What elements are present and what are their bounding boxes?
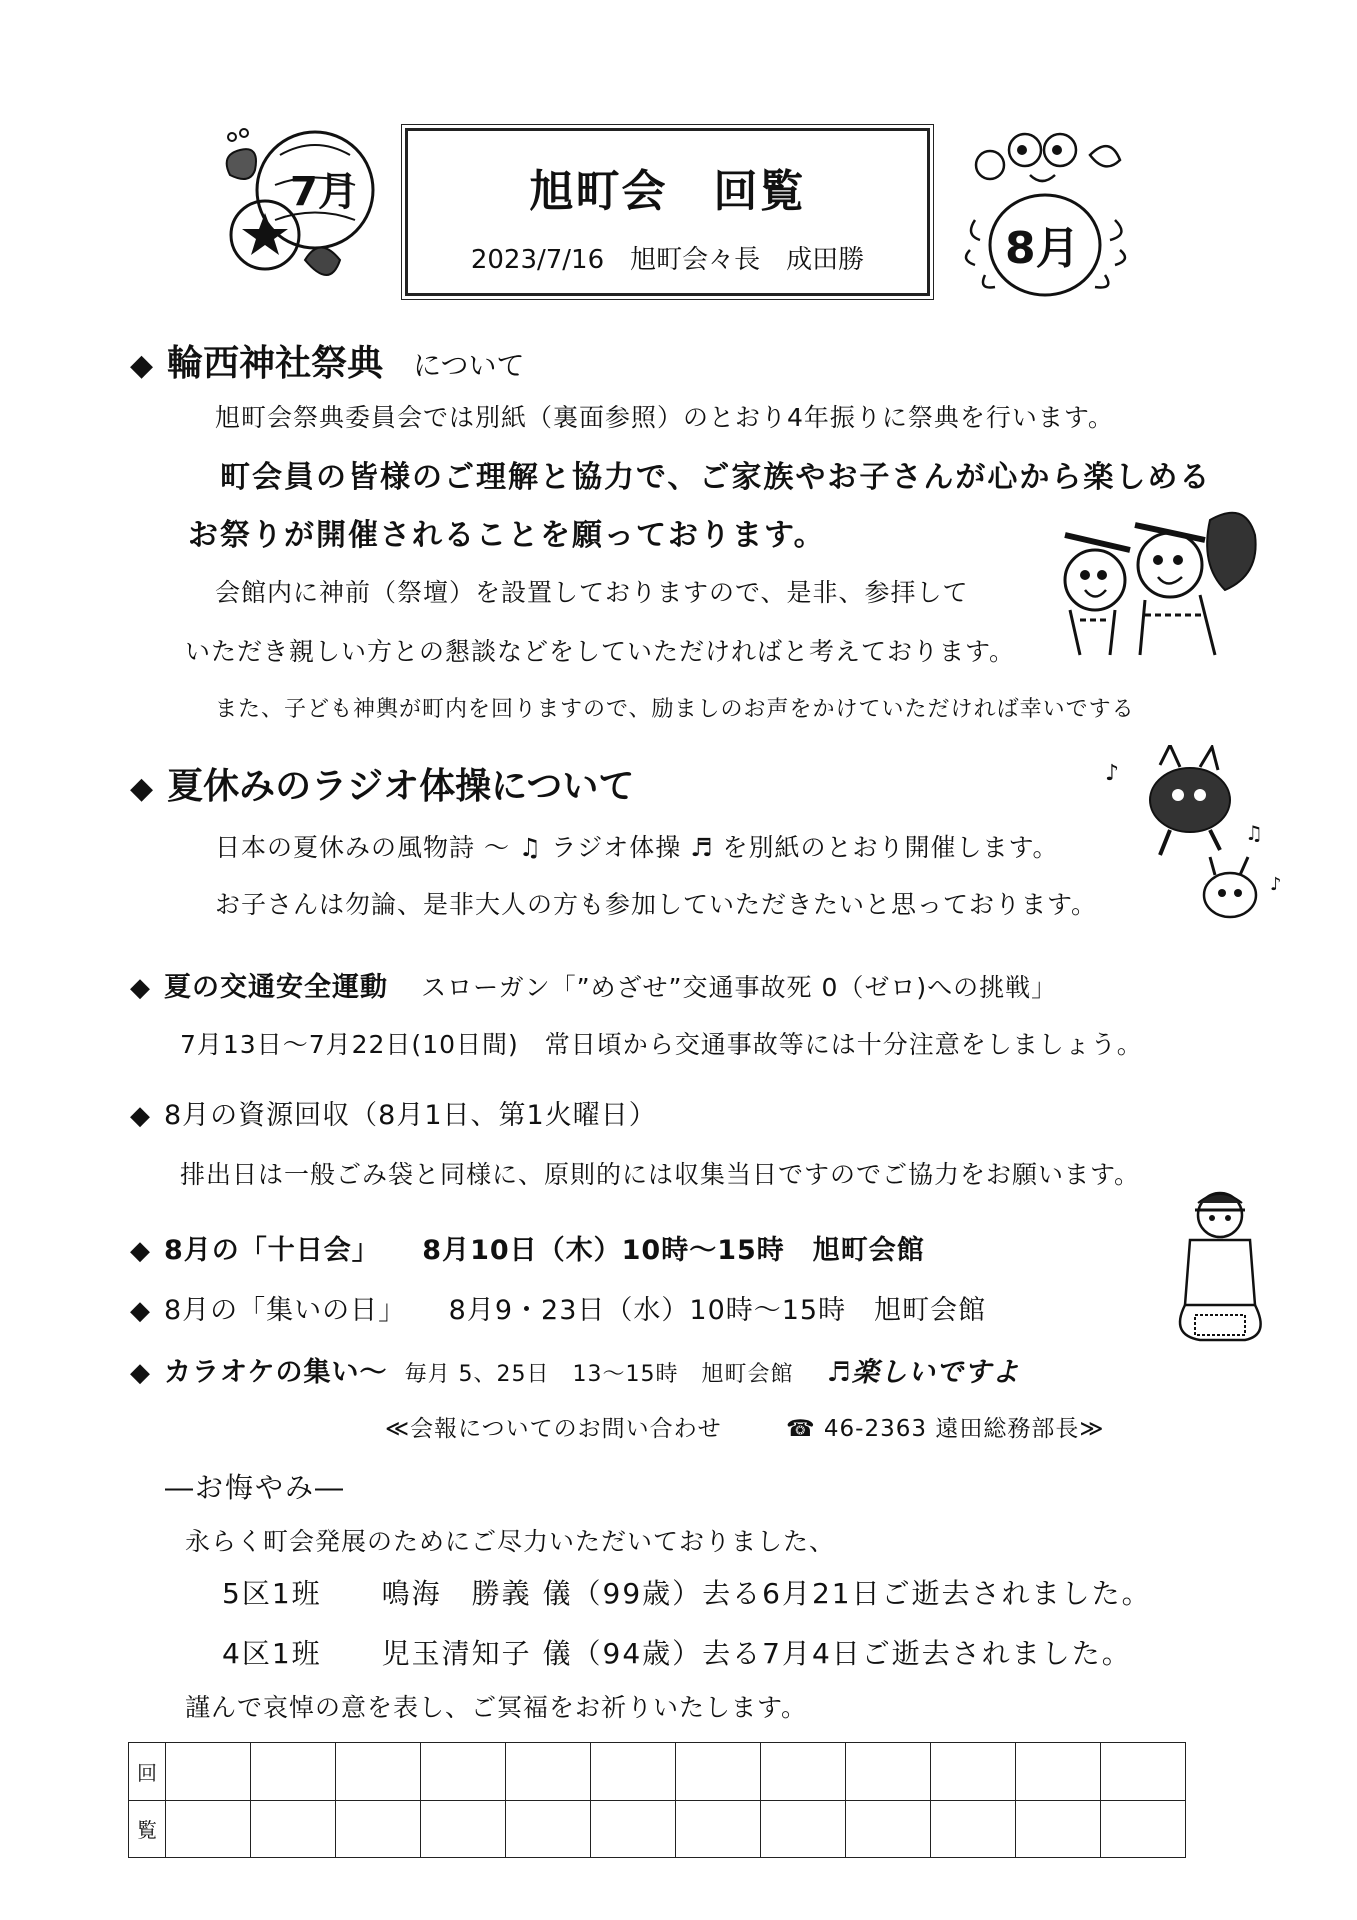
stamp-cell[interactable] bbox=[1101, 1800, 1186, 1858]
diamond-bullet-icon: ◆ bbox=[130, 1358, 150, 1388]
festival-line-6: また、子ども神輿が町内を回りますので、励ましのお声をかけていただければ幸いでする bbox=[215, 697, 1135, 722]
stamp-cell[interactable] bbox=[591, 1800, 676, 1858]
stamp-cell[interactable] bbox=[251, 1743, 336, 1801]
table-row bbox=[129, 1743, 1186, 1801]
music-note-icon: ♪ bbox=[1105, 761, 1120, 786]
condolences-intro: 永らく町会発展のためにご尽力いただいておりました、 bbox=[185, 1527, 836, 1556]
contact-line: ≪会報についてのお問い合わせ ☎ 46-2363 遠田総務部長≫ bbox=[385, 1416, 1105, 1442]
festival-line-5: いただき親しい方との懇談などをしていただければと考えております。 bbox=[185, 637, 1016, 666]
stamp-cell[interactable] bbox=[761, 1800, 846, 1858]
recycle-heading: ◆ 8月の資源回収（8月1日、第1火曜日） bbox=[130, 1100, 657, 1131]
title-box bbox=[405, 128, 930, 296]
table-row bbox=[129, 1800, 1186, 1858]
stamp-cell[interactable] bbox=[676, 1800, 761, 1858]
event-row: ◆ 8月の「十日会」 8月10日（木）10時～15時 旭町会館 bbox=[130, 1235, 925, 1266]
festival-heading: ◆ 輪西神社祭典 について bbox=[130, 343, 525, 384]
recycle-line-1: 排出日は一般ごみ袋と同様に、原則的には収集当日ですのでご協力をお願います。 bbox=[180, 1160, 1141, 1189]
festival-line-1: 旭町会祭典委員会では別紙（裏面参照）のとおり4年振りに祭典を行います。 bbox=[215, 403, 1114, 432]
star-icon bbox=[242, 213, 288, 255]
stamp-cell[interactable] bbox=[336, 1800, 421, 1858]
radio-line-2: お子さんは勿論、是非大人の方も参加していただきたいと思っております。 bbox=[215, 890, 1098, 919]
phone-icon: ☎ bbox=[785, 1416, 816, 1442]
page-title: 旭町会 回覧 bbox=[529, 166, 806, 217]
stamp-cell[interactable] bbox=[931, 1800, 1016, 1858]
circulation-label-bottom: 覧 bbox=[129, 1800, 166, 1858]
july-illustration bbox=[220, 125, 400, 300]
august-illustration bbox=[960, 125, 1140, 305]
diamond-bullet-icon: ◆ bbox=[130, 348, 154, 383]
stamp-cell[interactable] bbox=[931, 1743, 1016, 1801]
condolences-heading: ―お悔やみ― bbox=[165, 1471, 346, 1504]
radio-characters-illustration bbox=[1100, 745, 1290, 945]
radio-line-1: 日本の夏休みの風物詩 ～ ♫ ラジオ体操 ♬ を別紙のとおり開催します。 bbox=[215, 833, 1059, 862]
stamp-cell[interactable] bbox=[1016, 1743, 1101, 1801]
stamp-cell[interactable] bbox=[591, 1743, 676, 1801]
festival-characters-illustration bbox=[1040, 495, 1270, 665]
circulation-label-top: 回 bbox=[129, 1743, 166, 1801]
stamp-cell[interactable] bbox=[761, 1743, 846, 1801]
festival-line-4: 会館内に神前（祭壇）を設置しておりますので、是非、参拝して bbox=[215, 578, 969, 607]
diamond-bullet-icon: ◆ bbox=[130, 1236, 150, 1266]
condolences-closing: 謹んで哀悼の意を表し、ご冥福をお祈りいたします。 bbox=[185, 1693, 808, 1722]
condolence-entry: 5区1班 鳴海 勝義 儀（99歳）去る6月21日ご逝去されました。 bbox=[222, 1577, 1152, 1610]
diamond-bullet-icon: ◆ bbox=[130, 973, 150, 1003]
event-row: ◆ 8月の「集いの日」 8月9・23日（水）10時～15時 旭町会館 bbox=[130, 1295, 987, 1326]
diamond-bullet-icon: ◆ bbox=[130, 1101, 150, 1131]
stamp-cell[interactable] bbox=[1016, 1800, 1101, 1858]
stamp-cell[interactable] bbox=[336, 1743, 421, 1801]
karaoke-row: ◆ カラオケの集い～ 毎月 5、25日 13～15時 旭町会館 ♬楽しいですよ bbox=[130, 1357, 1020, 1388]
traffic-line-1: 7月13日～7月22日(10日間) 常日頃から交通事故等には十分注意をしましょう。 bbox=[180, 1030, 1143, 1059]
traffic-heading: ◆ 夏の交通安全運動 スローガン「”めざせ”交通事故死 0（ゼロ)への挑戦」 bbox=[130, 972, 1058, 1003]
circulation-table bbox=[128, 1742, 1186, 1858]
stamp-cell[interactable] bbox=[676, 1743, 761, 1801]
stamp-cell[interactable] bbox=[251, 1800, 336, 1858]
stamp-cell[interactable] bbox=[166, 1743, 251, 1801]
stamp-cell[interactable] bbox=[506, 1743, 591, 1801]
music-note-icon: ♪ bbox=[1270, 874, 1282, 895]
stamp-cell[interactable] bbox=[846, 1743, 931, 1801]
worker-character-illustration bbox=[1170, 1185, 1280, 1345]
condolence-entry: 4区1班 児玉清知子 儀（94歳）去る7月4日ご逝去されました。 bbox=[222, 1637, 1132, 1670]
month-left-label: 7月 bbox=[290, 169, 358, 215]
diamond-bullet-icon: ◆ bbox=[130, 771, 154, 806]
stamp-cell[interactable] bbox=[421, 1800, 506, 1858]
stamp-cell[interactable] bbox=[166, 1800, 251, 1858]
diamond-bullet-icon: ◆ bbox=[130, 1296, 150, 1326]
music-note-icon: ♫ bbox=[1245, 821, 1263, 845]
radio-heading: ◆ 夏休みのラジオ体操について bbox=[130, 766, 635, 807]
month-right-label: 8月 bbox=[1005, 223, 1080, 274]
festival-line-3: お祭りが開催されることを願っております。 bbox=[188, 518, 826, 553]
stamp-cell[interactable] bbox=[421, 1743, 506, 1801]
page-subtitle: 2023/7/16 旭町会々長 成田勝 bbox=[470, 245, 865, 275]
stamp-cell[interactable] bbox=[846, 1800, 931, 1858]
stamp-cell[interactable] bbox=[506, 1800, 591, 1858]
festival-line-2: 町会員の皆様のご理解と協力で、ご家族やお子さんが心から楽しめる bbox=[220, 460, 1212, 495]
stamp-cell[interactable] bbox=[1101, 1743, 1186, 1801]
